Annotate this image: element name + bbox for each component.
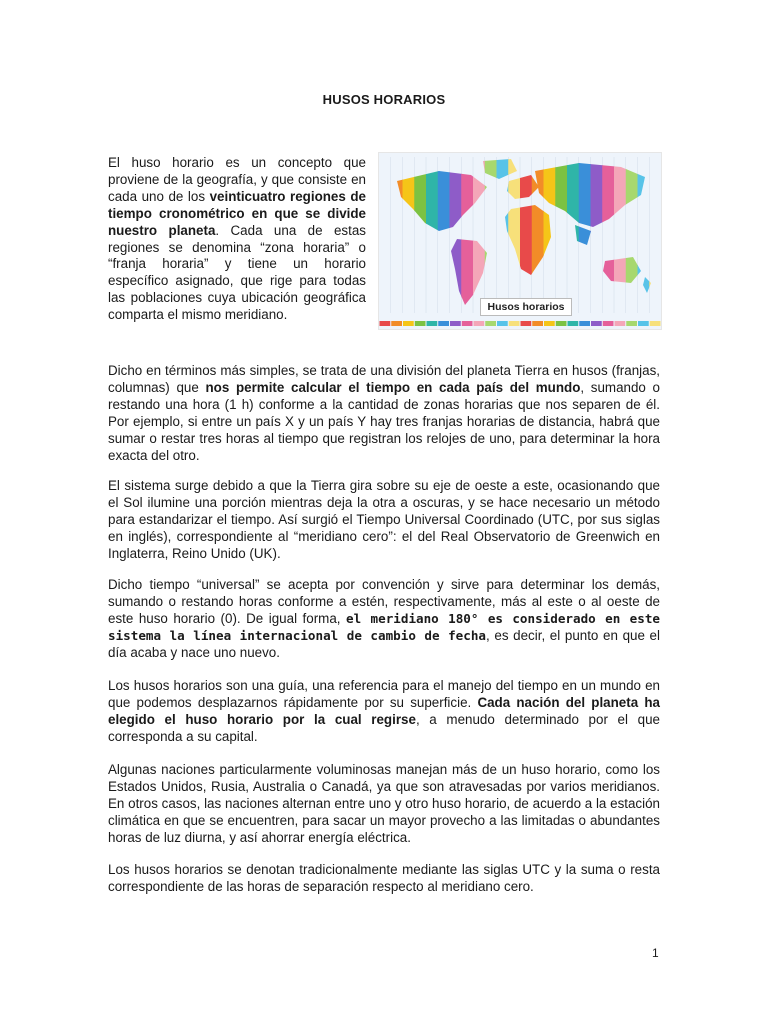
scale-swatch <box>497 321 508 326</box>
paragraph-segment: , a menudo determinado por el que corresponda a su capital. <box>108 711 660 744</box>
scale-swatch <box>474 321 485 326</box>
intro-segment: El huso horario es un concepto que proviene de la geografía, y que consiste en cada uno de los <box>108 155 366 204</box>
paragraph-1 <box>108 363 660 464</box>
paragraph-6 <box>108 862 660 896</box>
paragraph-5 <box>108 762 660 847</box>
intro-segment: . Cada una de estas regiones se denomina “zona horaria” o “franja horaria” y tiene un horario específico asignado, que rige para todas las poblaciones cuya ubicación geográfica comparta el mismo meridiano. <box>108 222 366 323</box>
paragraph-segment-bold: el meridiano 180° es considerado en este sistema la línea internacional de cambio de fecha <box>108 610 660 643</box>
scale-swatch <box>415 321 426 326</box>
time-zone-stripe <box>391 153 403 329</box>
scale-swatch <box>579 321 590 326</box>
intro-segment-bold: veinticuatro regiones de tiempo cronométrico en que se divide nuestro planeta <box>108 188 367 238</box>
scale-swatch <box>638 321 649 326</box>
paragraph-segment-bold: Cada nación del planeta ha elegido el huso horario por la cual regirse <box>108 694 660 727</box>
scale-swatch <box>532 321 543 326</box>
scale-swatch <box>509 321 520 326</box>
map-caption: Husos horarios <box>480 298 572 316</box>
time-zone-stripe <box>450 153 462 329</box>
scale-swatch <box>485 321 496 326</box>
scale-swatch <box>521 321 532 326</box>
scale-swatch <box>450 321 461 326</box>
scale-swatch <box>438 321 449 326</box>
time-zone-stripe <box>649 153 661 329</box>
paragraph-segment: Dicho en términos más simples, se trata de una división del planeta Tierra en husos (franjas, columnas) que <box>108 363 660 395</box>
scale-swatch <box>568 321 579 326</box>
time-zone-stripe <box>626 153 638 329</box>
scale-swatch <box>391 321 402 326</box>
scale-swatch <box>626 321 637 326</box>
scale-swatch <box>603 321 614 326</box>
time-zone-stripe <box>379 153 391 329</box>
page-number: 1 <box>652 946 659 960</box>
paragraph-4 <box>108 678 660 746</box>
paragraph-segment-bold: nos permite calcular el tiempo en cada país del mundo <box>205 379 581 395</box>
paragraph-segment: Los husos horarios se denotan tradicionalmente mediante las siglas UTC y la suma o resta correspondiente de las horas de separación respecto al meridiano cero. <box>108 862 660 894</box>
intro-paragraph <box>108 155 366 324</box>
paragraph-segment: , sumando o restando una hora (1 h) conforme a la cantidad de zonas horarias que nos separen de él. Por ejemplo, si entre un país X y un país Y hay tres franjas horarias de distancia, habrá que sumar o restar tres horas al tiempo que registran los relojes de uno, para determinar la hora exacta del otro. <box>108 379 660 463</box>
time-zone-stripe <box>438 153 450 329</box>
paragraph-segment: , es decir, el punto en que el día acaba y nace uno nuevo. <box>108 627 660 660</box>
paragraph-segment: Los husos horarios son una guía, una referencia para el manejo del tiempo en un mundo en que podemos desplazarnos rápidamente por su superficie. <box>108 678 660 710</box>
paragraph-segment: El sistema surge debido a que la Tierra gira sobre su eje de oeste a este, ocasionando que el Sol ilumine una porción mientras deja la otra a oscuras, y se hace necesario un método para estandarizar el tiempo. Así surgió el Tiempo Universal Coordinado (UTC, por sus siglas en inglés), correspondiente al “meridiano cero”: el del Real Observatorio de Greenwich en Inglaterra, Reino Unido (UK). <box>108 478 660 561</box>
time-zone-stripe <box>461 153 473 329</box>
scale-swatch <box>544 321 555 326</box>
time-zone-stripe <box>403 153 415 329</box>
time-zone-stripe <box>426 153 438 329</box>
time-zone-stripe <box>591 153 603 329</box>
time-zone-stripe <box>602 153 614 329</box>
time-zone-stripe <box>579 153 591 329</box>
scale-swatch <box>462 321 473 326</box>
scale-swatch <box>591 321 602 326</box>
scale-swatch <box>403 321 414 326</box>
scale-swatch <box>556 321 567 326</box>
paragraph-segment: Algunas naciones particularmente voluminosas manejan más de un huso horario, como los Estados Unidos, Rusia, Australia o Canadá, ya que son atravesadas por varios meridianos. En otros casos, las naciones alternan entre uno y otro huso horario, de acuerdo a la estación climática en que se encuentren, para sacar un mayor provecho a las limitadas o abundantes horas de luz diurna, y así ahorrar energía eléctrica. <box>108 762 660 845</box>
scale-swatch <box>380 321 391 326</box>
paragraph-2 <box>108 478 660 563</box>
paragraph-3 <box>108 577 660 662</box>
time-zone-stripe <box>638 153 650 329</box>
paragraph-segment: Dicho tiempo “universal” se acepta por convención y sirve para determinar los demás, sumando o restando horas conforme a estén, respectivamente, más al este o al oeste de este huso horario (0). De igual forma, <box>108 577 660 626</box>
time-zone-stripe <box>614 153 626 329</box>
scale-swatch <box>650 321 661 326</box>
scale-swatch <box>615 321 626 326</box>
page-title: HUSOS HORARIOS <box>322 92 446 107</box>
time-zone-stripe <box>414 153 426 329</box>
scale-swatch <box>427 321 438 326</box>
